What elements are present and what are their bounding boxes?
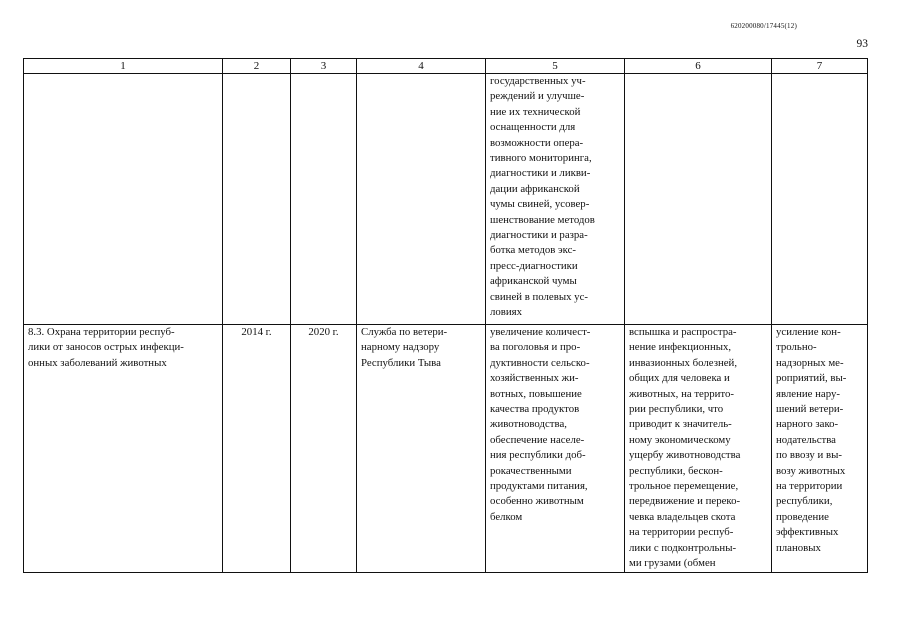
cell-text-line: возу животных bbox=[776, 464, 846, 477]
cell-text-line: животных, на террито- bbox=[629, 387, 734, 400]
cell-text-line: качества продуктов bbox=[490, 403, 580, 416]
cell-text-line: ному экономическому bbox=[629, 433, 731, 446]
cell-text-line: ловиях bbox=[490, 306, 523, 319]
cell-text-line: трольное перемещение, bbox=[629, 480, 739, 493]
cell-text-line: хозяйственных жи- bbox=[490, 372, 579, 385]
cell-text-line: возможности опера- bbox=[490, 136, 584, 149]
cell-text-line: диагностики и разра- bbox=[490, 229, 588, 242]
cell-text-line: ния республики доб- bbox=[490, 449, 586, 462]
cell-text-line: плановых bbox=[776, 541, 821, 554]
cell-text-line: дуктивности сельско- bbox=[490, 356, 590, 369]
cell-text-line: государственных уч- bbox=[490, 75, 586, 87]
cell-text-line: дации африканской bbox=[490, 182, 580, 195]
cell-text-line: животноводства, bbox=[490, 418, 567, 431]
cell-text-line: диагностики и ликви- bbox=[490, 167, 591, 180]
cell-text-line: рокачественными bbox=[490, 464, 572, 477]
cell-text-line: обеспечение населе- bbox=[490, 433, 585, 446]
measure-cell bbox=[24, 74, 223, 325]
column-number-row bbox=[24, 59, 868, 74]
cell-text-line: чевка владельцев скота bbox=[629, 510, 736, 523]
expected-result-cell bbox=[486, 325, 625, 573]
start-year-cell bbox=[223, 74, 291, 325]
cell-text-line: шений ветери- bbox=[776, 403, 844, 416]
cell-text-line: ущербу животноводства bbox=[629, 449, 741, 462]
column-header: 5 bbox=[486, 59, 625, 74]
cell-text-line: проведение bbox=[776, 510, 829, 523]
cell-text-line: ботка методов экс- bbox=[490, 244, 577, 257]
cell-text-line: приводит к значитель- bbox=[629, 418, 732, 431]
cell-text-line: реждений и улучше- bbox=[490, 90, 585, 103]
measures-table bbox=[23, 58, 868, 573]
cell-text-line: нарного зако- bbox=[776, 418, 839, 431]
column-header: 7 bbox=[772, 59, 868, 74]
cell-text-line: нение инфекционных, bbox=[629, 341, 732, 354]
cell-text-line: лики с подконтрольны- bbox=[629, 541, 737, 554]
cell-text-line: надзорных ме- bbox=[776, 356, 844, 369]
cell-text-line: роприятий, вы- bbox=[776, 372, 847, 385]
relation-cell bbox=[772, 74, 868, 325]
cell-text-line: на территории bbox=[776, 480, 843, 493]
column-header: 6 bbox=[625, 59, 772, 74]
column-header: 3 bbox=[291, 59, 357, 74]
end-year-cell bbox=[291, 74, 357, 325]
expected-result-cell bbox=[486, 74, 625, 325]
cell-text-line: увеличение количест- bbox=[490, 326, 591, 338]
cell-text-line: 8.3. Охрана территории респуб- bbox=[28, 326, 175, 338]
cell-text-line: пресс-диагностики bbox=[490, 259, 578, 272]
cell-text-line: особенно животным bbox=[490, 495, 584, 508]
cell-text-line: оснащенности для bbox=[490, 121, 576, 134]
page-number: 93 bbox=[856, 38, 868, 50]
consequences-cell bbox=[625, 74, 772, 325]
table-row bbox=[24, 74, 868, 325]
cell-text-line: явление нару- bbox=[776, 387, 840, 400]
measure-cell bbox=[24, 325, 223, 573]
cell-text-line: республики, bbox=[776, 495, 833, 508]
cell-text-line: белком bbox=[490, 510, 523, 523]
cell-text-line: нарному надзору bbox=[361, 341, 440, 354]
column-header: 1 bbox=[24, 59, 223, 74]
cell-text-line: Служба по ветери- bbox=[361, 326, 448, 338]
executor-cell bbox=[357, 74, 486, 325]
cell-text-line: ва поголовья и про- bbox=[490, 341, 581, 354]
cell-text-line: Республики Тыва bbox=[361, 356, 441, 369]
cell-text-line: усиление кон- bbox=[776, 326, 841, 338]
cell-text-line: ние их технической bbox=[490, 105, 581, 118]
cell-text-line: лики от заносов острых инфекци- bbox=[28, 341, 184, 354]
executor-cell bbox=[357, 325, 486, 573]
end-year-cell bbox=[291, 325, 357, 573]
cell-text-line: общих для человека и bbox=[629, 372, 730, 385]
cell-text-line: на территории респуб- bbox=[629, 526, 734, 539]
cell-text-line: свиней в полевых ус- bbox=[490, 290, 588, 303]
start-year-cell bbox=[223, 325, 291, 573]
document-code: 620200080/17445(12) bbox=[730, 22, 797, 30]
cell-text-line: рии республики, что bbox=[629, 403, 724, 416]
cell-text-line: продуктами питания, bbox=[490, 480, 588, 493]
cell-text-line: нодательства bbox=[776, 433, 836, 446]
column-header: 4 bbox=[357, 59, 486, 74]
cell-text-line: вотных, повышение bbox=[490, 387, 582, 400]
consequences-cell bbox=[625, 325, 772, 573]
cell-text-line: вспышка и распростра- bbox=[629, 326, 737, 338]
cell-text-line: республики, бескон- bbox=[629, 464, 723, 477]
cell-text-line: трольно- bbox=[776, 341, 817, 354]
cell-text-line: передвижение и переко- bbox=[629, 495, 741, 508]
table-row bbox=[24, 325, 868, 573]
cell-text-line: инвазионных болезней, bbox=[629, 356, 738, 369]
cell-text-line: ми грузами (обмен bbox=[629, 557, 716, 570]
cell-text-line: тивного мониторинга, bbox=[490, 152, 592, 165]
cell-text-line: 2020 г. bbox=[308, 326, 339, 338]
relation-cell bbox=[772, 325, 868, 573]
cell-text-line: 2014 г. bbox=[241, 326, 272, 338]
cell-text-line: африканской чумы bbox=[490, 275, 577, 288]
cell-text-line: онных заболеваний животных bbox=[28, 356, 167, 369]
cell-text-line: шенствование методов bbox=[490, 213, 595, 226]
cell-text-line: эффективных bbox=[776, 526, 839, 539]
cell-text-line: чумы свиней, усовер- bbox=[490, 198, 590, 211]
column-header: 2 bbox=[223, 59, 291, 74]
cell-text-line: по ввозу и вы- bbox=[776, 449, 842, 462]
